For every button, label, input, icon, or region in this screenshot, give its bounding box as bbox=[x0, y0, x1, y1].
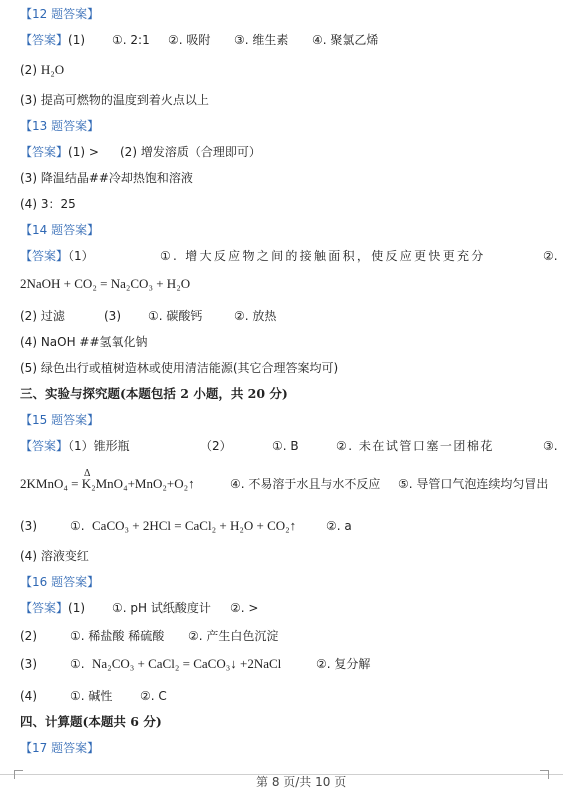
q16-header: 【16 题答案】 bbox=[20, 575, 100, 589]
answer-label: 【答案】 bbox=[20, 439, 69, 453]
answer-item: ③. 维生素 bbox=[234, 33, 289, 47]
q14-header: 【14 题答案】 bbox=[20, 223, 100, 237]
q15-header: 【15 题答案】 bbox=[20, 413, 100, 427]
answer-item: ①. 稀盐酸 稀硫酸 bbox=[70, 629, 165, 643]
q13-part4: (4) 3：25 bbox=[20, 197, 76, 211]
q13-header: 【13 题答案】 bbox=[20, 119, 100, 133]
corner-mark bbox=[540, 770, 549, 779]
part-text: (1) > bbox=[68, 145, 99, 159]
answer-item: ①. B bbox=[272, 439, 299, 453]
section-title: 三、实验与探究题(本题包括 2 小题，共 20 分) bbox=[20, 386, 288, 401]
page-number: 第 8 页/共 10 页 bbox=[256, 775, 347, 789]
item-number: ①. bbox=[70, 657, 85, 671]
item-number: ③. bbox=[543, 439, 558, 453]
q14-part4: (4) NaOH ##氢氧化钠 bbox=[20, 335, 148, 349]
part-number: (4) bbox=[20, 689, 37, 703]
item-number: ①. bbox=[70, 519, 85, 533]
q15-reaction-line bbox=[20, 468, 549, 492]
answer-label: 【答案】 bbox=[20, 33, 69, 47]
answer-item: ⑤. 导管口气泡连续均匀冒出 bbox=[398, 477, 549, 491]
part-text: (2) 过滤 bbox=[20, 309, 65, 323]
q12-header: 【12 题答案】 bbox=[20, 7, 100, 21]
answer-item: ②. > bbox=[230, 601, 259, 615]
answer-item: ④. 不易溶于水且与水不反应 bbox=[230, 477, 381, 491]
formula: CaCO₃ + 2HCl = CaCl₂ + H₂O + CO₂↑ bbox=[92, 518, 297, 533]
answer-item: ②. 未在试管口塞一团棉花 bbox=[336, 439, 494, 453]
part-number: (2) bbox=[20, 629, 37, 643]
q13-answer-line bbox=[20, 144, 261, 160]
answer-item: ①. 碳酸钙 bbox=[148, 309, 203, 323]
q16-part3 bbox=[20, 656, 371, 672]
formula: Na₂CO₃ + CaCl₂ = CaCO₃↓ +2NaCl bbox=[92, 656, 282, 671]
part-number: (3) bbox=[20, 657, 37, 671]
part-number: (1) bbox=[68, 33, 86, 47]
q15-part4: (4) 溶液变红 bbox=[20, 549, 89, 563]
answer-item: ②. 产生白色沉淀 bbox=[188, 629, 279, 643]
answer-item: ①. 碱性 bbox=[70, 689, 113, 703]
answer-item: ①. 增大反应物之间的接触面积，使反应更快更充分 bbox=[160, 249, 486, 263]
part-number: （1） bbox=[68, 249, 94, 263]
q16-part4 bbox=[20, 688, 167, 704]
answer-item: ②. 放热 bbox=[234, 309, 277, 323]
item-number: ②. bbox=[543, 249, 558, 263]
part-number: （2） bbox=[200, 439, 232, 453]
answer-item: ②. 吸附 bbox=[168, 33, 211, 47]
q12-part2 bbox=[20, 62, 64, 78]
answer-item: ②. a bbox=[326, 519, 352, 533]
heat-symbol: Δ bbox=[84, 468, 91, 479]
q15-part3 bbox=[20, 518, 352, 534]
q16-part2 bbox=[20, 628, 279, 644]
answer-item: ④. 聚氯乙烯 bbox=[312, 33, 379, 47]
formula-text: 2KMnO₄ = K₂MnO₄+MnO₂+O₂↑ bbox=[20, 476, 195, 491]
answer-label: 【答案】 bbox=[20, 249, 69, 263]
q15-answer-line bbox=[20, 438, 558, 454]
q14-answer-line bbox=[20, 248, 558, 264]
q17-header: 【17 题答案】 bbox=[20, 741, 100, 755]
q16-answer-line bbox=[20, 600, 259, 616]
q14-formula: 2NaOH + CO₂ = Na₂CO₃ + H₂O bbox=[20, 276, 191, 291]
answer-label: 【答案】 bbox=[20, 601, 69, 615]
q14-part5: (5) 绿色出行或植树造林或使用清洁能源(其它合理答案均可) bbox=[20, 361, 339, 375]
q13-part3: (3) 降温结晶##冷却热饱和溶液 bbox=[20, 171, 193, 185]
answer-label: 【答案】 bbox=[20, 145, 69, 159]
answer-item: ②. 复分解 bbox=[316, 657, 371, 671]
corner-mark bbox=[14, 770, 23, 779]
part-number: (2) bbox=[20, 63, 37, 77]
part-number: (3) bbox=[104, 309, 121, 323]
answer-item: ①. pH 试纸酸度计 bbox=[112, 601, 211, 615]
q14-part2-3 bbox=[20, 308, 277, 324]
answer-item: ①. 2:1 bbox=[112, 33, 150, 47]
formula: H₂O bbox=[40, 62, 65, 77]
part-number: (3) bbox=[20, 519, 37, 533]
answer-item: ②. C bbox=[140, 689, 167, 703]
part-number: (1) bbox=[68, 601, 86, 615]
q12-answer-line bbox=[20, 32, 379, 48]
q12-part3: (3) 提高可燃物的温度到着火点以上 bbox=[20, 93, 209, 107]
part-text: （1）锥形瓶 bbox=[68, 439, 130, 453]
formula bbox=[20, 468, 195, 491]
section-title: 四、计算题(本题共 6 分) bbox=[20, 714, 162, 729]
part-text: (2) 增发溶质（合理即可） bbox=[120, 145, 261, 159]
